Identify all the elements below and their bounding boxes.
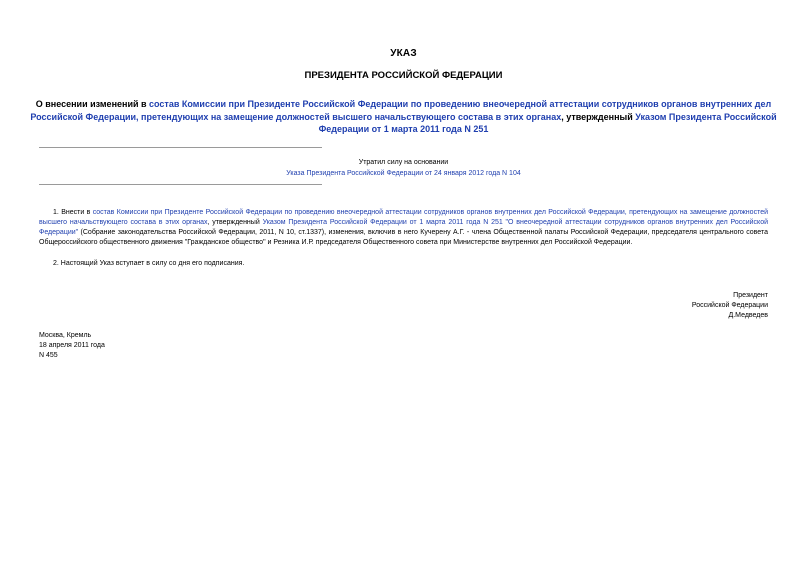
decree-number: N 455 [39, 352, 58, 359]
title-link-decree[interactable]: Указом Президента Российской Федерации от 1 марта 2011 года N 251 [318, 111, 777, 134]
title-middle: , утвержденный [561, 111, 636, 122]
paragraph-1 [39, 208, 768, 248]
date: 18 апреля 2011 года [39, 342, 105, 349]
paragraph-2: 2. Настоящий Указ вступает в силу со дня его подписания. [53, 260, 245, 267]
place-date-block [39, 331, 105, 361]
paragraph-1-middle: , утвержденный [207, 219, 263, 226]
title-link-commission[interactable]: состав Комиссии при Президенте Российской Федерации по проведению внеочередной аттестации сотрудников органов внутренних дел Российской Федерации, претендующих на замещение должностей высшего начальствующего состава в этих органах [30, 99, 772, 122]
status-note [30, 157, 777, 179]
divider-top [39, 147, 322, 148]
signature-title: Президент [733, 292, 768, 299]
paragraph-1-suffix: (Собрание законодательства Российской Федерации, 2011, N 10, ст.1337), изменения, включив в него Кучерену А.Г. - члена Общественной палаты Российской Федерации, председателя центрального совета Общероссийского общественного движения "Гражданское общество" и Резника И.Р. председателя Общественного совета при Министерстве внутренних дел Российской Федерации. [39, 229, 768, 246]
paragraph-1-link-decree[interactable]: Указом Президента Российской Федерации от 1 марта 2011 года N 251 "О внеочередной аттестации сотрудников органов внутренних дел Российской Федерации" [39, 219, 768, 236]
status-note-text: Утратил силу на основании [358, 159, 449, 166]
signature-country: Российской Федерации [691, 302, 768, 309]
paragraph-1-prefix: 1. Внести в [53, 209, 93, 216]
paragraph-1-link-commission[interactable]: состав Комиссии при Президенте Российской Федерации по проведению внеочередной аттестации сотрудников органов внутренних дел Российской Федерации, претендующих на замещение должностей высшего начальствующего состава в этих органах [39, 209, 768, 226]
document-title [30, 98, 777, 136]
signature-name: Д.Медведев [728, 312, 768, 319]
status-note-link[interactable]: Указа Президента Российской Федерации от 24 января 2012 года N 104 [286, 170, 521, 177]
signature-block [692, 291, 768, 321]
divider-bottom [39, 184, 322, 185]
place: Москва, Кремль [39, 332, 92, 339]
document-subheading: ПРЕЗИДЕНТА РОССИЙСКОЙ ФЕДЕРАЦИИ [304, 70, 503, 81]
document-heading: УКАЗ [390, 48, 417, 59]
title-prefix: О внесении изменений в [35, 99, 150, 109]
